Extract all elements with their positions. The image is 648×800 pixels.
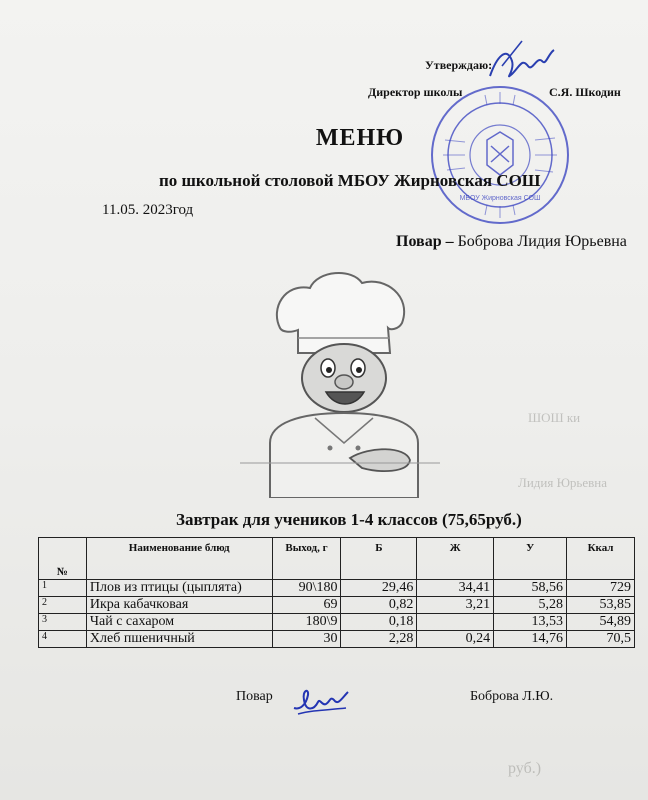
row-dish: Икра кабачковая bbox=[86, 597, 272, 614]
row-kcal: 54,89 bbox=[567, 614, 635, 631]
footer-cook-name: Боброва Л.Ю. bbox=[470, 689, 554, 704]
row-dish: Хлеб пшеничный bbox=[86, 631, 272, 648]
row-dish: Плов из птицы (цыплята) bbox=[86, 580, 272, 597]
header-kcal: Ккал bbox=[567, 538, 635, 580]
row-num: 4 bbox=[39, 631, 87, 648]
row-kcal: 729 bbox=[567, 580, 635, 597]
page-title: МЕНЮ bbox=[315, 125, 405, 151]
row-u: 13,53 bbox=[494, 614, 567, 631]
row-weight: 30 bbox=[272, 631, 341, 648]
header-b: Б bbox=[341, 538, 417, 580]
header-zh: Ж bbox=[417, 538, 494, 580]
row-b: 0,18 bbox=[341, 614, 417, 631]
director-name: С.Я. Шкодин bbox=[549, 85, 621, 99]
row-num: 1 bbox=[39, 580, 87, 597]
menu-table bbox=[38, 537, 635, 648]
row-kcal: 70,5 bbox=[567, 631, 635, 648]
cook-name: Боброва Лидия Юрьевна bbox=[457, 233, 627, 250]
row-zh: 34,41 bbox=[417, 580, 494, 597]
footer-cook-label: Повар bbox=[236, 689, 273, 704]
row-zh: 0,24 bbox=[417, 631, 494, 648]
row-b: 0,82 bbox=[341, 597, 417, 614]
header-dish: Наименование блюд bbox=[86, 538, 272, 580]
row-kcal: 53,85 bbox=[567, 597, 635, 614]
menu-date: 11.05. 2023год bbox=[102, 202, 194, 218]
row-weight: 90\180 bbox=[272, 580, 341, 597]
row-weight: 69 bbox=[272, 597, 341, 614]
row-zh bbox=[417, 614, 494, 631]
row-b: 29,46 bbox=[341, 580, 417, 597]
menu-subtitle: по школьной столовой МБОУ Жирновская СОШ bbox=[159, 171, 541, 190]
table-row bbox=[39, 614, 635, 631]
cook-line bbox=[396, 233, 627, 251]
director-title: Директор школы bbox=[368, 85, 463, 99]
bleed-text-1: ШОШ ки bbox=[528, 410, 581, 425]
header-num: № bbox=[39, 538, 87, 580]
row-b: 2,28 bbox=[341, 631, 417, 648]
row-num: 3 bbox=[39, 614, 87, 631]
bleed-text-2: Лидия Юрьевна bbox=[518, 475, 608, 490]
approval-label: Утверждаю: bbox=[425, 58, 493, 72]
header-u: У bbox=[494, 538, 567, 580]
row-dish: Чай с сахаром bbox=[86, 614, 272, 631]
cook-label: Повар – bbox=[396, 233, 454, 250]
row-u: 58,56 bbox=[494, 580, 567, 597]
row-num: 2 bbox=[39, 597, 87, 614]
breakfast-title: Завтрак для учеников 1-4 классов (75,65руб.) bbox=[176, 510, 522, 529]
bleed-text-3: руб.) bbox=[508, 760, 542, 777]
row-u: 5,28 bbox=[494, 597, 567, 614]
table-row bbox=[39, 580, 635, 597]
cook-signature bbox=[288, 680, 358, 720]
school-stamp bbox=[425, 80, 575, 230]
chef-illustration bbox=[240, 268, 440, 498]
header-weight: Выход, г bbox=[272, 538, 341, 580]
row-zh: 3,21 bbox=[417, 597, 494, 614]
table-row bbox=[39, 597, 635, 614]
table-row bbox=[39, 631, 635, 648]
table-header-row bbox=[39, 538, 635, 580]
row-weight: 180\9 bbox=[272, 614, 341, 631]
row-u: 14,76 bbox=[494, 631, 567, 648]
stamp-text: МБОУ Жирновская СОШ bbox=[459, 195, 541, 202]
